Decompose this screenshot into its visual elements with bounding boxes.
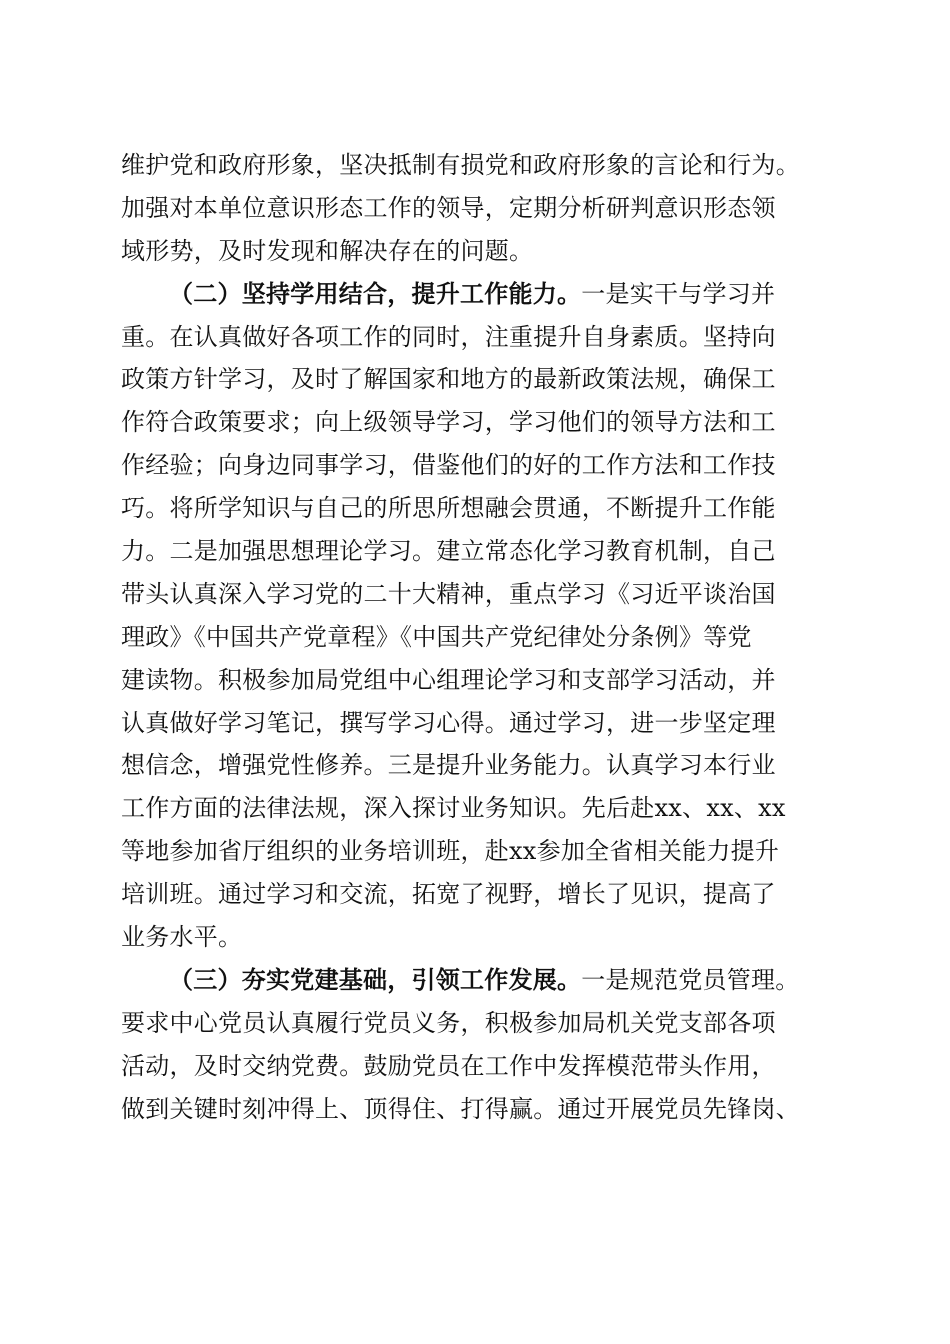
paragraph-ideology [121, 144, 856, 273]
text-line: 巧。将所学知识与自己的所思所想融会贯通，不断提升工作能 [121, 494, 776, 523]
text-segment: 一是规范党员管理。 [581, 965, 800, 994]
text-line-first [121, 959, 856, 1002]
text-line: 政策方针学习，及时了解国家和地方的最新政策法规，确保工 [121, 365, 776, 394]
text-line: 重。在认真做好各项工作的同时，注重提升自身素质。坚持向 [121, 322, 776, 351]
text-line: 认真做好学习笔记，撰写学习心得。通过学习，进一步坚定理 [121, 708, 776, 737]
text-line: 工作方面的法律法规，深入探讨业务知识。先后赴xx、xx、xx [121, 794, 786, 823]
paragraph-party-building [121, 959, 856, 1131]
section-heading-three: （三）夯实党建基础，引领工作发展。 [169, 964, 582, 994]
text-line: 理政》《中国共产党章程》《中国共产党纪律处分条例》等党 [121, 622, 752, 651]
text-line: 要求中心党员认真履行党员义务，积极参加局机关党支部各项 [121, 1008, 776, 1037]
text-line: 带头认真深入学习党的二十大精神，重点学习《习近平谈治国 [121, 579, 776, 608]
text-line: 建读物。积极参加局党组中心组理论学习和支部学习活动，并 [121, 665, 776, 694]
text-line: 培训班。通过学习和交流，拓宽了视野，增长了见识，提高了 [121, 880, 776, 909]
text-line-first [121, 273, 856, 316]
text-line: 业务水平。 [121, 923, 243, 952]
text-line: 作符合政策要求；向上级领导学习，学习他们的领导方法和工 [121, 408, 776, 437]
text-line: 加强对本单位意识形态工作的领导，定期分析研判意识形态领 [121, 193, 776, 222]
text-line: 做到关键时刻冲得上、顶得住、打得赢。通过开展党员先锋岗、 [121, 1094, 800, 1123]
text-segment: 一是实干与学习并 [581, 279, 776, 308]
text-line: 等地参加省厅组织的业务培训班，赴xx参加全省相关能力提升 [121, 837, 780, 866]
text-line: 域形势，及时发现和解决存在的问题。 [121, 236, 534, 265]
text-line: 想信念，增强党性修养。三是提升业务能力。认真学习本行业 [121, 751, 776, 780]
text-line: 维护党和政府形象，坚决抵制有损党和政府形象的言论和行为。 [121, 151, 800, 179]
text-line: 作经验；向身边同事学习，借鉴他们的好的工作方法和工作技 [121, 451, 776, 480]
paragraph-study-application [121, 273, 856, 959]
text-line: 活动，及时交纳党费。鼓励党员在工作中发挥模范带头作用， [121, 1051, 776, 1080]
document-body [121, 144, 856, 1130]
section-heading-two: （二）坚持学用结合，提升工作能力。 [169, 278, 582, 308]
text-line: 力。二是加强思想理论学习。建立常态化学习教育机制，自己 [121, 537, 776, 566]
